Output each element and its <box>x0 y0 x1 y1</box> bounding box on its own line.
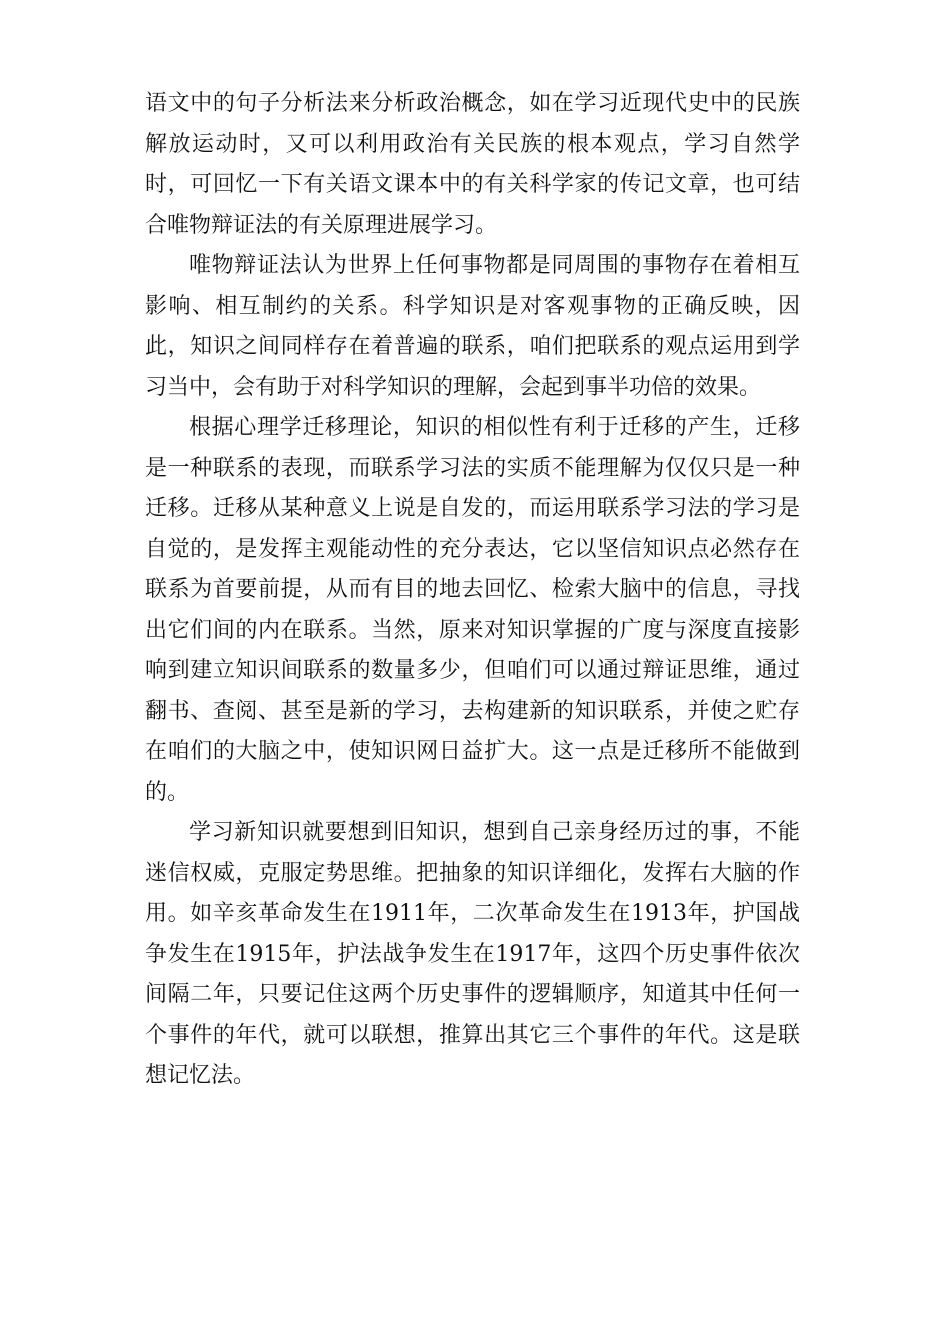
paragraph-dialectics: 唯物辩证法认为世界上任何事物都是同周围的事物存在着相互影响、相互制约的关系。科学知识是对客观事物的正确反映，因此，知识之间同样存在着普遍的联系，咱们把联系的观点运用到学习当中，会有助于对科学知识的理解，会起到事半功倍的效果。 <box>145 253 800 400</box>
paragraph-transfer-theory: 根据心理学迁移理论，知识的相似性有利于迁移的产生，迁移是一种联系的表现，而联系学习法的实质不能理解为仅仅只是一种迁移。迁移从某种意义上说是自发的，而运用联系学习法的学习是自觉的，是发挥主观能动性的充分表达，它以坚信知识点必然存在联系为首要前提，从而有目的地去回忆、检索大脑中的信息，寻找出它们间的内在联系。当然，原来对知识掌握的广度与深度直接影响到建立知识间联系的数量多少，但咱们可以通过辩证思维，通过翻书、查阅、甚至是新的学习，去构建新的知识联系，并使之贮存在咱们的大脑之中，使知识网日益扩大。这一点是迁移所不能做到的。 <box>145 415 800 805</box>
paragraph-continued: 语文中的句子分析法来分析政治概念，如在学习近现代史中的民族解放运动时，又可以利用政治有关民族的根本观点，学习自然学时，可回忆一下有关语文课本中的有关科学家的传记文章，也可结合唯物辩证法的有关原理进展学习。 <box>145 91 800 238</box>
document-body <box>145 84 800 1097</box>
paragraph-association-memory: 学习新知识就要想到旧知识，想到自己亲身经历过的事，不能迷信权威，克服定势思维。把抽象的知识详细化，发挥右大脑的作用。如辛亥革命发生在1911年，二次革命发生在1913年，护国战争发生在1915年，护法战争发生在1917年，这四个历史事件依次间隔二年，只要记住这两个历史事件的逻辑顺序，知道其中任何一个事件的年代，就可以联想，推算出其它三个事件的年代。这是联想记忆法。 <box>145 820 800 1088</box>
